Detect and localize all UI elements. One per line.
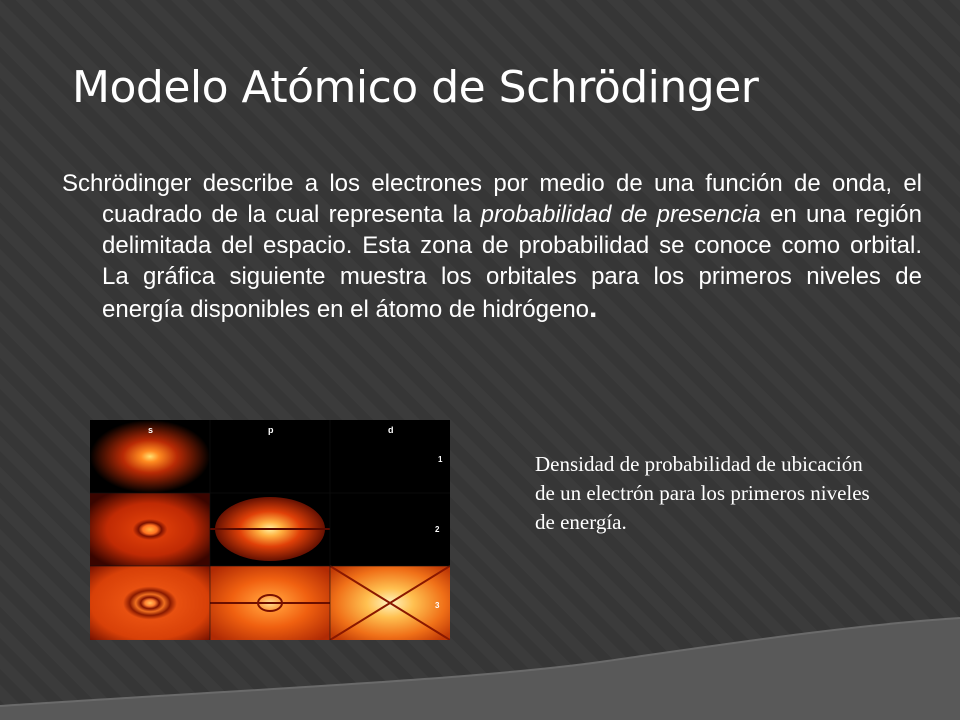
paragraph-italic: probabilidad de presencia (480, 201, 761, 228)
paragraph-text-2: en una región delimitada del espacio. Esta zona de probabilidad se conoce como orbital. La gráfica siguiente muestra los orbitales para los primeros niveles de energía disponibles en el átomo de hidrógeno (102, 201, 922, 323)
orbital-3d (330, 566, 450, 640)
orbital-figure (90, 420, 450, 640)
column-label-s: s (148, 425, 154, 435)
orbital-3p (210, 566, 330, 640)
figure-caption: Densidad de probabilidad de ubicación de un electrón para los primeros niveles de energía. (535, 452, 870, 534)
row-label-1: 1 (438, 455, 443, 464)
slide-title: Modelo Atómico de Schrödinger (72, 62, 759, 113)
orbital-3s (90, 566, 210, 640)
orbital-grid (90, 420, 450, 640)
paragraph-period: . (589, 291, 598, 324)
body-paragraph (62, 168, 922, 325)
orbital-2s (90, 493, 210, 566)
column-label-d: d (388, 425, 394, 435)
orbital-2p (210, 493, 330, 566)
paragraph-text-1: Schrödinger describe a los electrones por medio de una función de onda, el cuadrado de la cual representa la (62, 170, 922, 228)
orbital-2d-empty (330, 493, 450, 566)
row-label-3: 3 (435, 601, 440, 610)
row-label-2: 2 (435, 525, 440, 534)
column-label-p: p (268, 425, 274, 435)
